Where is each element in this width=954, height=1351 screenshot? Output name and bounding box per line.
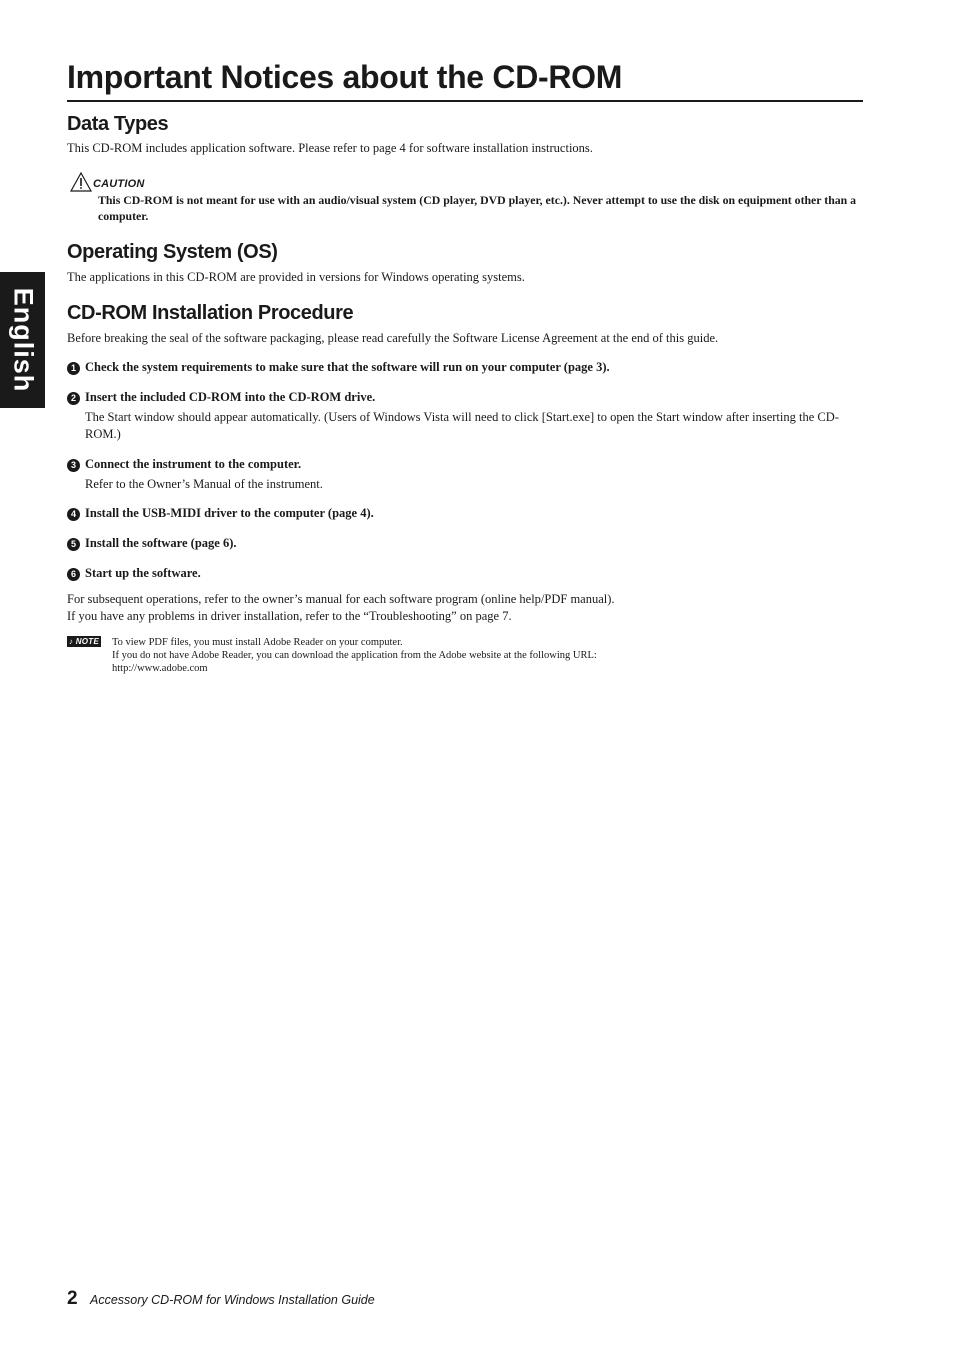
step-2-text: Insert the included CD-ROM into the CD-ROM drive.: [85, 390, 376, 404]
step-1-text: Check the system requirements to make sure that the software will run on your computer (page 3).: [85, 360, 610, 374]
step-number-badge: 2: [67, 392, 80, 405]
language-tab: [0, 272, 45, 408]
caution-label: CAUTION: [93, 178, 145, 190]
note-text: [112, 636, 852, 675]
step-5: [67, 535, 863, 552]
data-types-text: This CD-ROM includes application software. Please refer to page 4 for software installation instructions.: [67, 141, 593, 155]
step-number-badge: 6: [67, 568, 80, 581]
note-line: If you do not have Adobe Reader, you can download the application from the Adobe website at the following URL:: [112, 650, 597, 661]
heading-operating-system: Operating System (OS): [67, 241, 278, 263]
heading-data-types: Data Types: [67, 113, 169, 135]
step-1: [67, 359, 863, 376]
note-line: To view PDF files, you must install Adobe Reader on your computer.: [112, 637, 403, 648]
note-label: NOTE: [75, 637, 100, 646]
step-5-text: Install the software (page 6).: [85, 536, 237, 550]
caution-block: [70, 172, 150, 194]
step-number-badge: 4: [67, 508, 80, 521]
step-3: [67, 456, 863, 473]
step-2-detail: The Start window should appear automatically. (Users of Windows Vista will need to click [Start.exe] to open the Start window after inserting the CD-ROM.): [85, 410, 839, 441]
os-text: The applications in this CD-ROM are provided in versions for Windows operating systems.: [67, 270, 525, 284]
after-steps-text-1: For subsequent operations, refer to the owner’s manual for each software program (online help/PDF manual).: [67, 592, 615, 606]
step-4: [67, 505, 863, 522]
step-2: [67, 389, 863, 406]
step-3-text: Connect the instrument to the computer.: [85, 457, 302, 471]
step-number-badge: 1: [67, 362, 80, 375]
warning-triangle-icon: [70, 172, 92, 192]
after-steps-text-2: If you have any problems in driver installation, refer to the “Troubleshooting” on page 7.: [67, 609, 512, 623]
step-3-detail: Refer to the Owner’s Manual of the instrument.: [85, 477, 323, 491]
caution-text: This CD-ROM is not meant for use with an audio/visual system (CD player, DVD player, etc.). Never attempt to use the disk on equipment other than a computer.: [98, 193, 857, 223]
install-intro: Before breaking the seal of the software packaging, please read carefully the Software License Agreement at the end of this guide.: [67, 331, 719, 345]
page-number: 2: [67, 1288, 78, 1309]
footer-doc-title: Accessory CD-ROM for Windows Installation Guide: [90, 1293, 375, 1307]
step-6: [67, 565, 863, 582]
note-icon: ♪ NOTE: [68, 637, 100, 646]
language-tab-label: English: [8, 287, 38, 393]
note-url: http://www.adobe.com: [112, 663, 208, 674]
page-title: Important Notices about the CD-ROM: [67, 58, 863, 102]
heading-installation-procedure: CD-ROM Installation Procedure: [67, 302, 354, 324]
step-4-text: Install the USB-MIDI driver to the computer (page 4).: [85, 506, 374, 520]
step-number-badge: 3: [67, 459, 80, 472]
step-number-badge: 5: [67, 538, 80, 551]
step-6-text: Start up the software.: [85, 566, 201, 580]
